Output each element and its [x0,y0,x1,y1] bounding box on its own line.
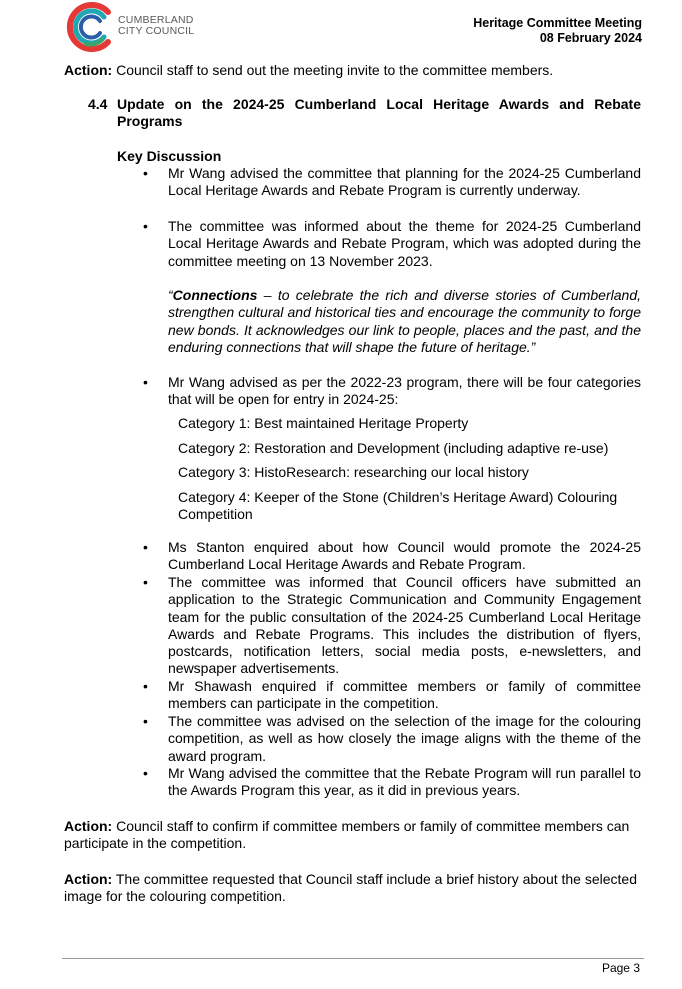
bullet-marker: • [143,165,148,181]
council-name-line2: CITY COUNCIL [118,25,195,37]
page-number: Page 3 [601,961,640,975]
category-2: Category 2: Restoration and Development (including adaptive re-use) [178,440,609,456]
key-discussion-heading: Key Discussion [117,148,222,164]
quote-open: “ [168,287,173,303]
action-label: Action: [64,818,113,834]
meeting-title: Heritage Committee Meeting [473,16,642,30]
action-label: Action: [64,871,113,887]
bullet-marker: • [143,374,148,390]
bullet-marker: • [143,218,148,234]
action-text: Council staff to send out the meeting invite to the committee members. [112,62,554,78]
action-bottom-1 [64,818,644,853]
bullet-6: Mr Shawash enquired if committee members or family of committee members can participate in the competition. [168,678,641,712]
header-meeting-info [473,16,642,46]
action-bottom-2 [64,871,644,906]
bullet-5: The committee was informed that Council officers have submitted an application to the Strategic Communication and Community Engagement team for the public consultation of the 2024-25 Cumberland Local Heritage Awards and Rebate Programs. This includes the distribution of flyers, postcards, notification letters, social media posts, e-newsletters, and newspaper advertisements. [168,574,641,677]
action-top [64,62,644,79]
action-text: Council staff to confirm if committee members or family of committee members can participate in the competition. [64,818,630,852]
section-title-line2: Programs [117,113,183,129]
meeting-date: 08 February 2024 [539,31,642,45]
footer-divider [62,958,644,959]
action-text: The committee requested that Council staff include a brief history about the selected image for the colouring competition. [64,871,637,905]
bullet-3: Mr Wang advised as per the 2022-23 program, there will be four categories that will be open for entry in 2024-25: [168,374,641,408]
category-1: Category 1: Best maintained Heritage Property [178,415,469,431]
council-name-line1: CUMBERLAND [118,14,194,26]
section-title-line1: Update on the 2024-25 Cumberland Local Heritage Awards and Rebate [117,96,641,112]
council-name [118,15,194,37]
bullet-marker: • [143,678,148,694]
quote-bold-word: Connections [172,287,258,303]
bullet-marker: • [143,765,148,781]
category-3: Category 3: HistoResearch: researching our local history [178,464,529,480]
bullet-marker: • [143,574,148,590]
bullet-marker: • [143,713,148,729]
category-4: Category 4: Keeper of the Stone (Children’s Heritage Award) Colouring Competition [178,489,618,523]
bullet-1: Mr Wang advised the committee that planning for the 2024-25 Cumberland Local Heritage Awards and Rebate Program is currently underway. [168,165,641,199]
bullet-8: Mr Wang advised the committee that the Rebate Program will run parallel to the Awards Program this year, as it did in previous years. [168,765,641,799]
bullet-marker: • [143,539,148,555]
quote-rest: – to celebrate the rich and diverse stories of Cumberland, strengthen cultural and historical ties and encourage the community to forge new bonds. It acknowledges our link to people, places and the past, and the enduring connections that will shape the future of heritage.” [168,287,641,355]
bullet-2: The committee was informed about the theme for 2024-25 Cumberland Local Heritage Awards and Rebate Program, which was adopted during the committee meeting on 13 November 2023. [168,218,641,269]
action-label: Action: [64,62,113,78]
bullet-7: The committee was advised on the selection of the image for the colouring competition, as well as how closely the image aligns with the theme of the award program. [168,713,641,764]
cumberland-logo-icon [64,2,114,52]
theme-quote [168,287,641,356]
bullet-4: Ms Stanton enquired about how Council would promote the 2024-25 Cumberland Local Heritage Awards and Rebate Program. [168,539,641,573]
section-number: 4.4 [88,96,108,112]
